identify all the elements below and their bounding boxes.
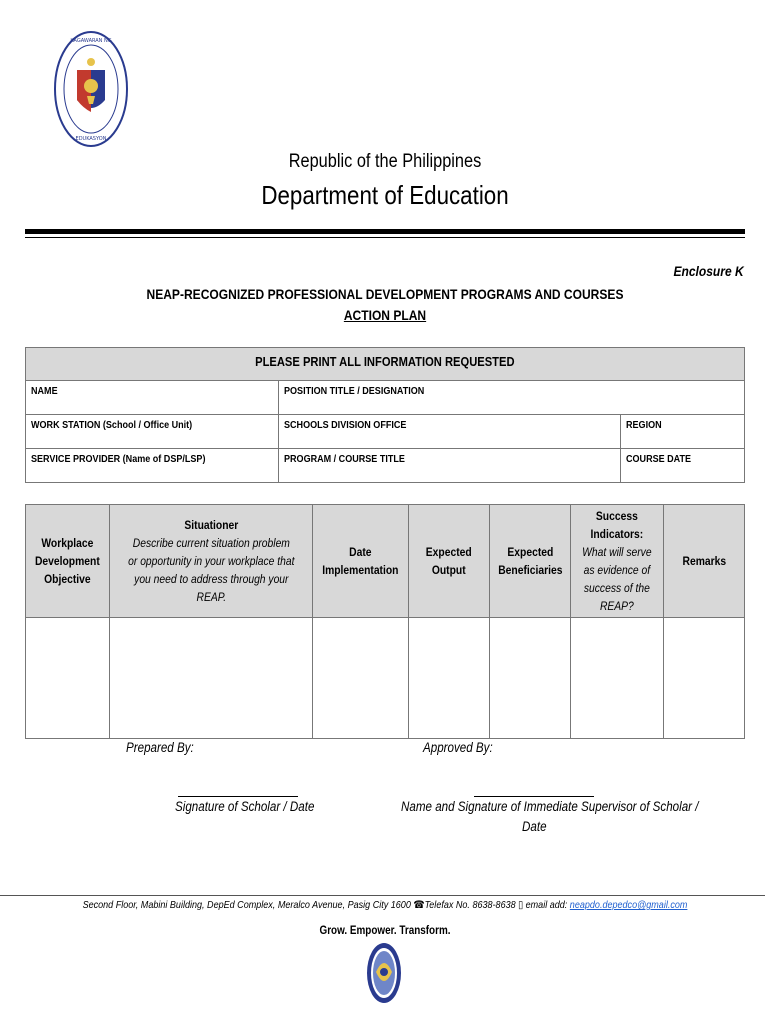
scholar-signature-label: Signature of Scholar / Date [175,799,315,814]
applicant-info-table [25,347,745,483]
col-success-indicators: Success Indicators: What will serve as evidence of success of the REAP? [571,505,664,618]
division-field[interactable]: SCHOOLS DIVISION OFFICE [278,415,620,449]
supervisor-signature-line[interactable] [474,796,594,797]
position-field[interactable]: POSITION TITLE / DESIGNATION [278,381,744,415]
date-cell[interactable] [313,618,409,739]
footer-divider [0,895,765,896]
header-divider-thick [25,229,745,234]
indicators-cell[interactable] [571,618,664,739]
supervisor-signature-date: Date [522,819,547,834]
scholar-signature-line[interactable] [178,796,298,797]
document-title: NEAP-RECOGNIZED PROFESSIONAL DEVELOPMENT PROGRAMS AND COURSES [146,286,624,302]
remarks-cell[interactable] [664,618,745,739]
enclosure-label: Enclosure K [673,263,744,279]
region-field[interactable]: REGION [621,415,745,449]
prepared-by-label: Prepared By: [126,740,194,755]
info-table-header: PLEASE PRINT ALL INFORMATION REQUESTED [26,348,745,381]
col-situationer: Situationer Describe current situation problem or opportunity in your workplace that you need to address through your REAP. [109,505,313,618]
name-field[interactable]: NAME [26,381,279,415]
action-plan-table [25,504,745,739]
republic-label: Republic of the Philippines [288,151,482,172]
svg-text:KAGAWARAN NG: KAGAWARAN NG [70,38,112,44]
col-remarks: Remarks [664,505,745,618]
col-objective: Workplace Development Objective [26,505,110,618]
document-subtitle: ACTION PLAN [343,307,427,323]
work-station-field[interactable]: WORK STATION (School / Office Unit) [26,415,279,449]
beneficiaries-cell[interactable] [489,618,571,739]
deped-seal-logo [53,30,129,148]
department-title: Department of Education [261,180,509,210]
email-link[interactable]: neapdo.depedco@gmail.com [569,899,688,911]
col-expected-output: Expected Output [409,505,489,618]
objective-cell[interactable] [26,618,110,739]
col-date-implementation: Date Implementation [313,505,409,618]
svg-text:EDUKASYON: EDUKASYON [75,136,107,142]
motto: Grow. Empower. Transform. [319,925,451,937]
program-title-field[interactable]: PROGRAM / COURSE TITLE [278,449,620,483]
output-cell[interactable] [409,618,489,739]
supervisor-signature-label: Name and Signature of Immediate Supervisor of Scholar / [401,799,699,814]
course-date-field[interactable]: COURSE DATE [621,449,745,483]
footer-address: Second Floor, Mabini Building, DepEd Complex, Meralco Avenue, Pasig City 1600 ☎Telefax No. 8638-8638 ▯ email add: neapdo.depedco@gmail.com [82,899,688,911]
table-row [26,618,745,739]
approved-by-label: Approved By: [423,740,493,755]
situationer-note: Describe current situation problem or opportunity in your workplace that you need to address through your REAP. [127,536,295,604]
situationer-cell[interactable] [109,618,313,739]
footer-seal-logo [366,942,402,1004]
header-divider-thin [25,237,745,238]
service-provider-field[interactable]: SERVICE PROVIDER (Name of DSP/LSP) [26,449,279,483]
col-expected-beneficiaries: Expected Beneficiaries [489,505,571,618]
indicators-note: What will serve as evidence of success of the REAP? [582,545,652,613]
